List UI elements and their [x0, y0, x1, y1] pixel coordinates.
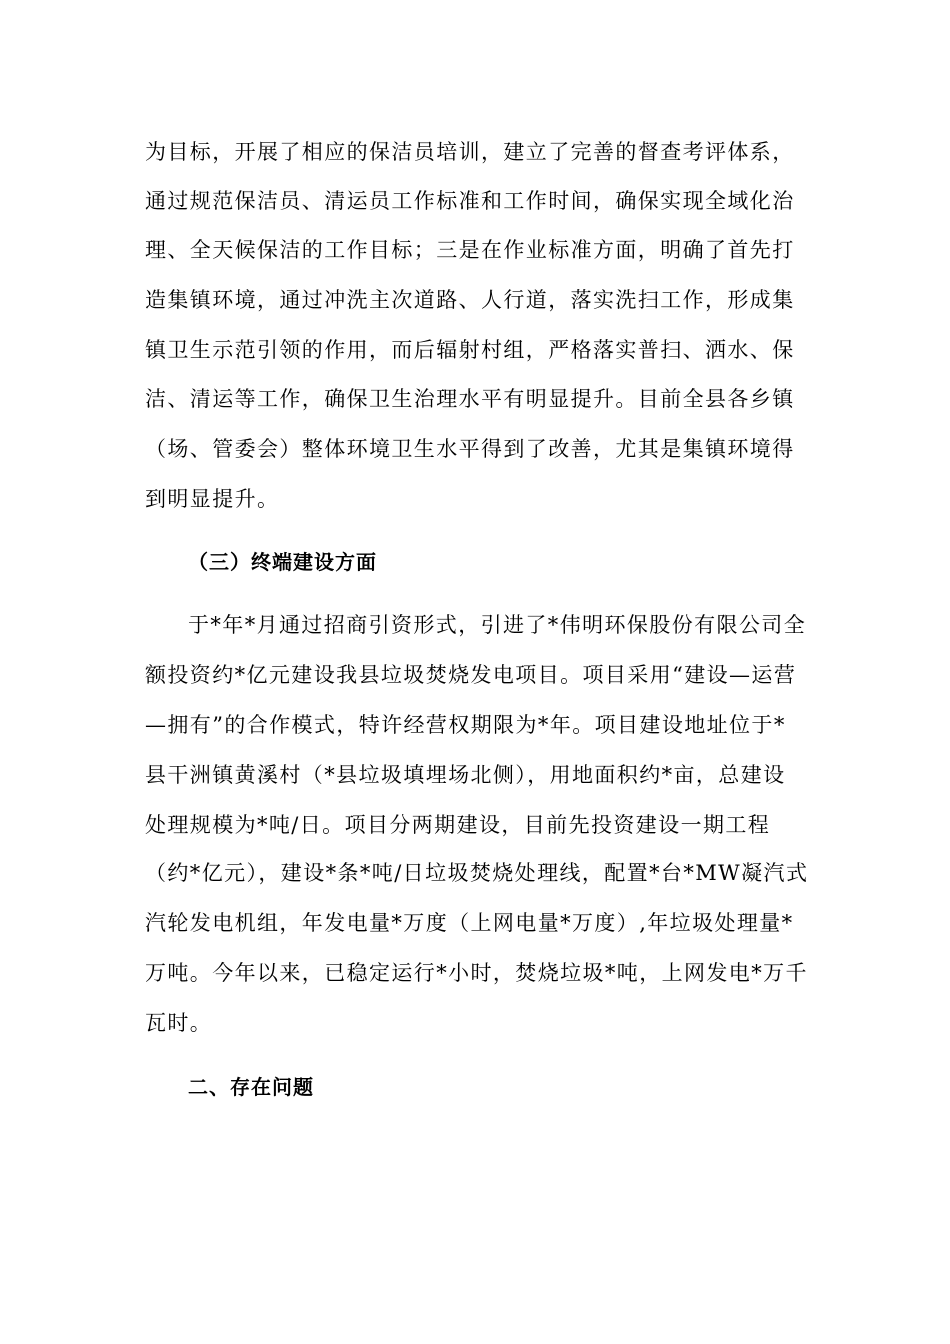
paragraph-line: 县干洲镇黄溪村（*县垃圾填埋场北侧），用地面积约*亩，总建设 [145, 763, 786, 787]
paragraph-line: 为目标，开展了相应的保洁员培训，建立了完善的督查考评体系， [145, 140, 795, 164]
paragraph-line: （场、管委会）整体环境卫生水平得到了改善，尤其是集镇环境得 [145, 437, 795, 461]
paragraph-line: 瓦时。 [145, 1011, 213, 1035]
paragraph-line: —拥有”的合作模式，特许经营权期限为*年。项目建设地址位于* [145, 713, 786, 737]
paragraph-line: 造集镇环境，通过冲洗主次道路、人行道，落实洗扫工作，形成集 [145, 288, 795, 312]
paragraph-line: 洁、清运等工作，确保卫生治理水平有明显提升。目前全县各乡镇 [145, 387, 795, 411]
section-heading: （三）终端建设方面 [188, 550, 377, 574]
paragraph-line: （约*亿元），建设*条*吨/日垃圾焚烧处理线，配置*台*MW凝汽式 [145, 861, 809, 885]
paragraph-line: 镇卫生示范引领的作用，而后辐射村组，严格落实普扫、洒水、保 [145, 338, 795, 362]
section-heading: 二、存在问题 [188, 1075, 314, 1099]
paragraph-line: 处理规模为*吨/日。项目分两期建设，目前先投资建设一期工程 [145, 813, 771, 837]
paragraph-line: 万吨。今年以来，已稳定运行*小时，焚烧垃圾*吨，上网发电*万千 [145, 961, 808, 985]
paragraph-line: 理、全天候保洁的工作目标；三是在作业标准方面，明确了首先打 [145, 238, 795, 262]
paragraph-line: 到明显提升。 [145, 487, 280, 511]
paragraph-line: 汽轮发电机组，年发电量*万度（上网电量*万度）,年垃圾处理量* [145, 911, 794, 935]
paragraph-line: 于*年*月通过招商引资形式，引进了*伟明环保股份有限公司全 [188, 613, 807, 637]
paragraph-line: 额投资约*亿元建设我县垃圾焚烧发电项目。项目采用“建设—运营 [145, 663, 797, 687]
paragraph-line: 通过规范保洁员、清运员工作标准和工作时间，确保实现全域化治 [145, 189, 795, 213]
